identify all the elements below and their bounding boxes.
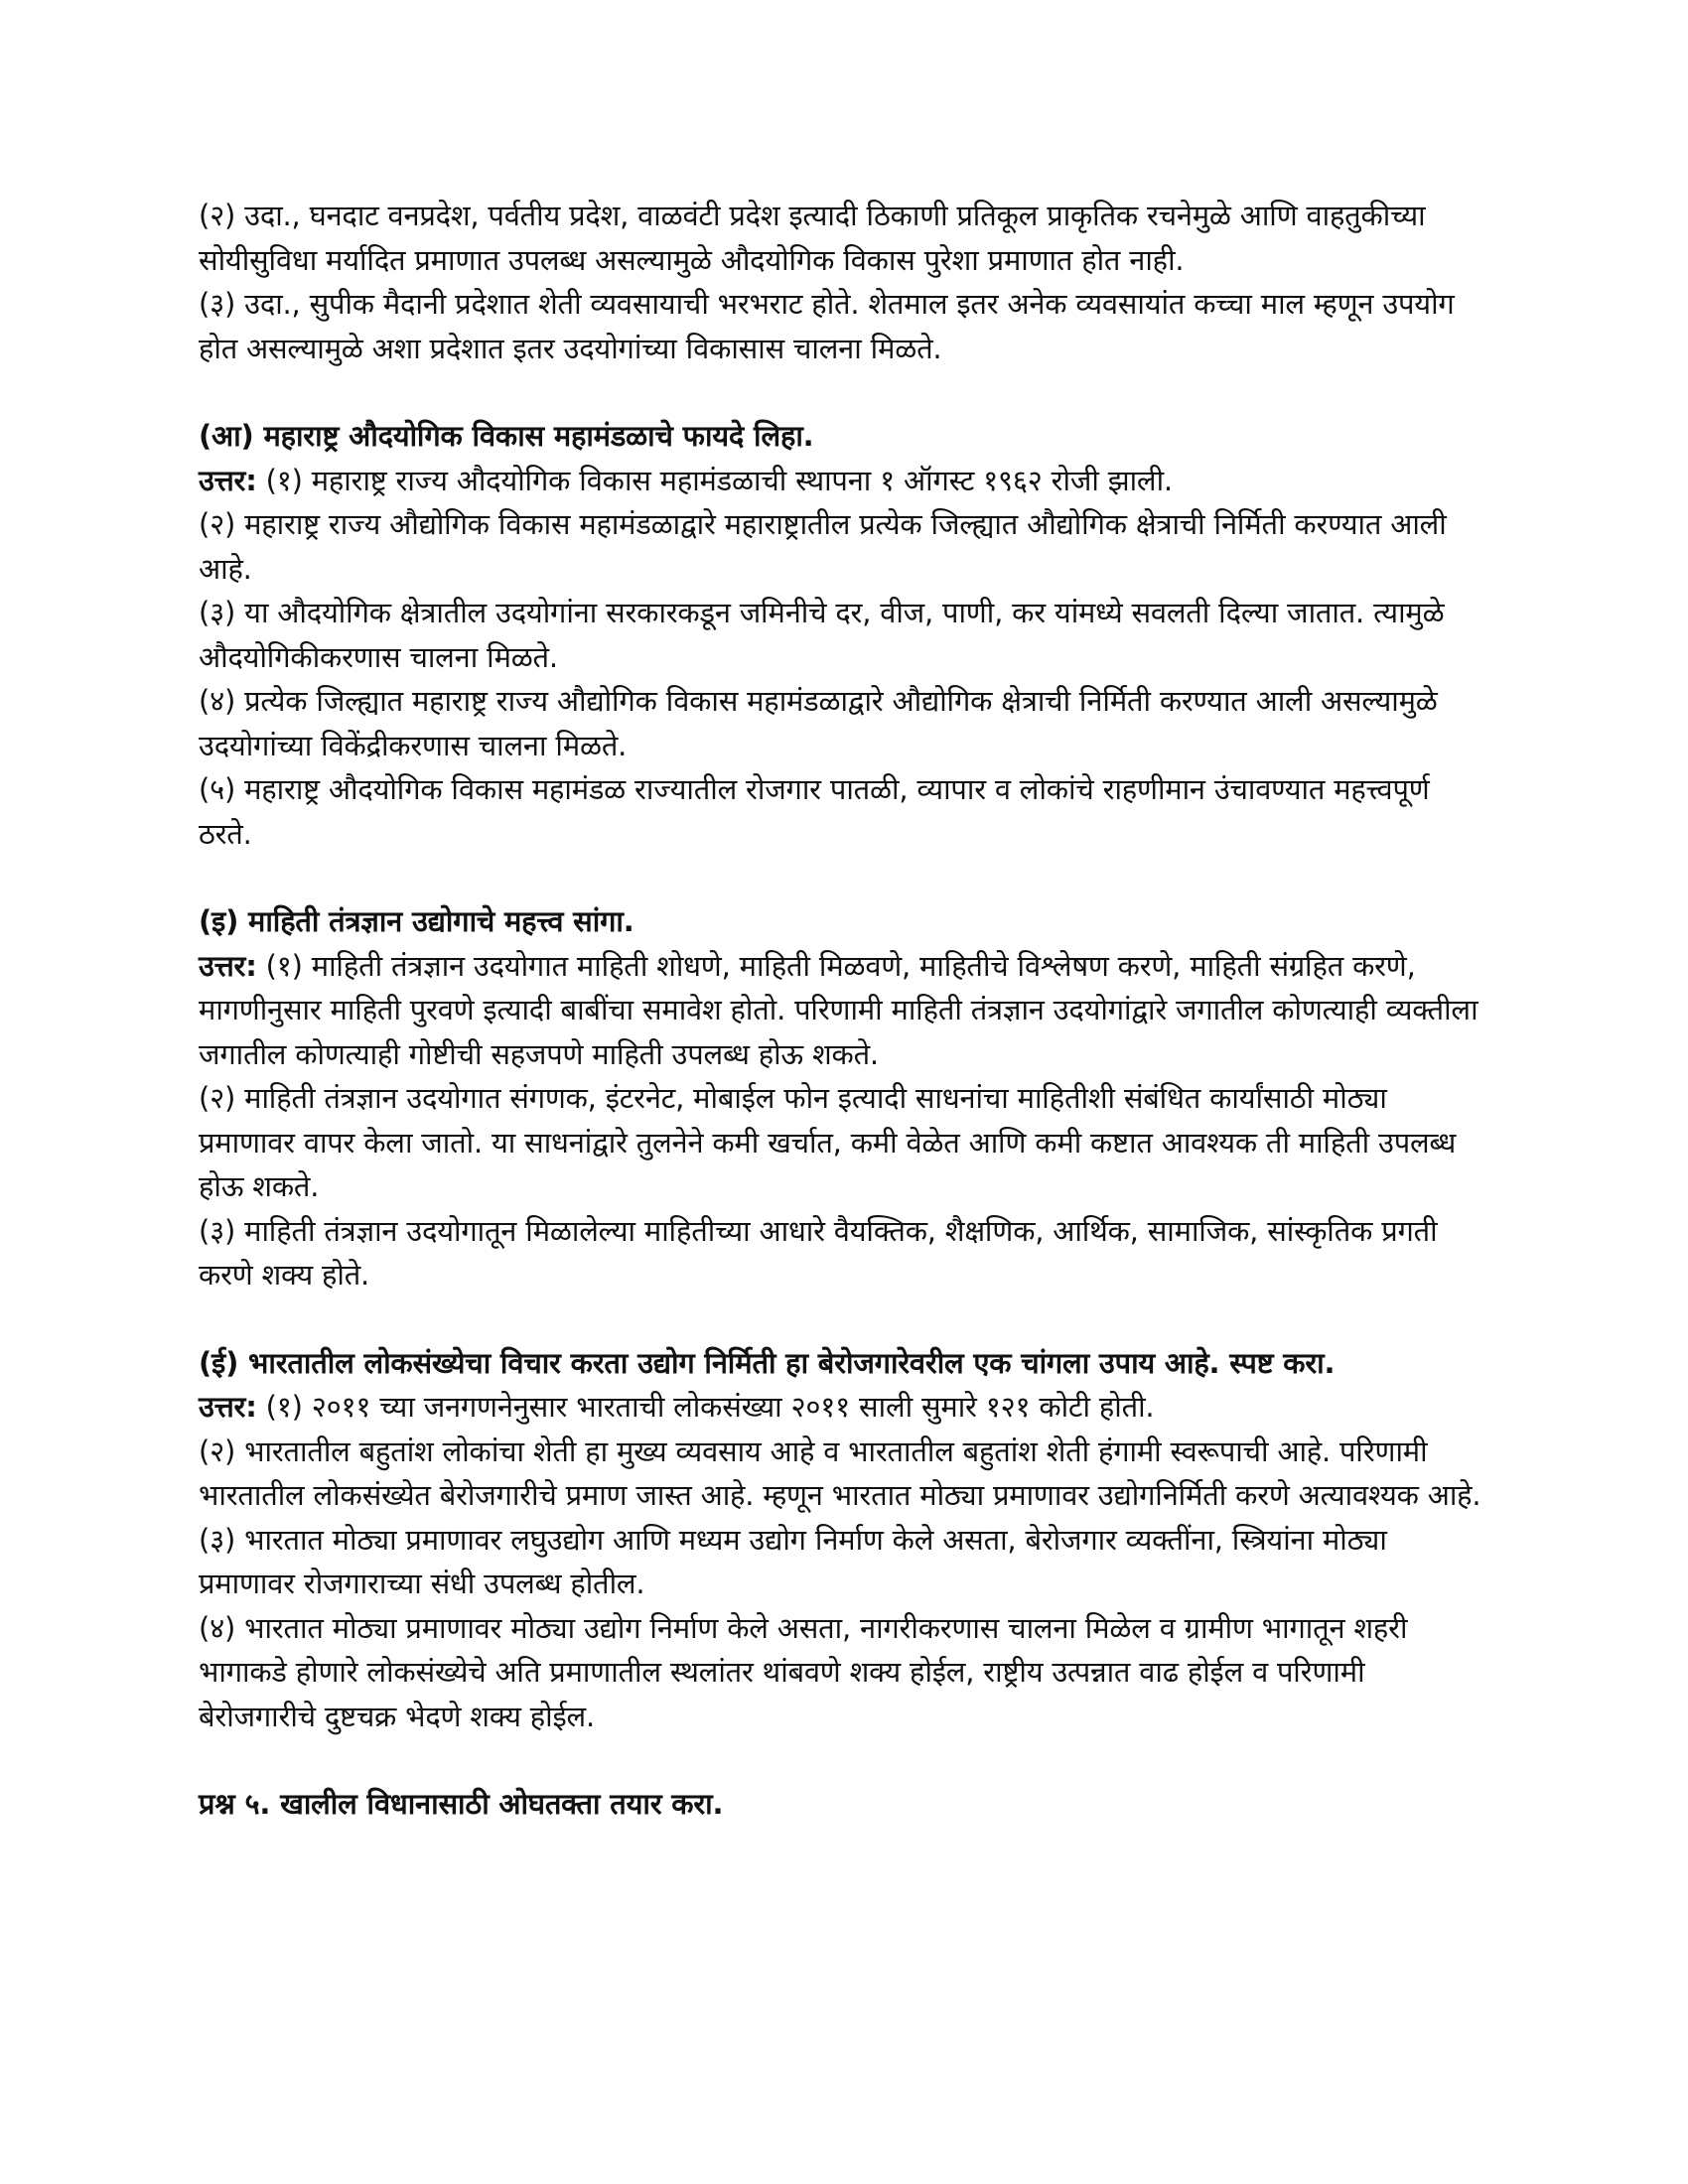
spacer xyxy=(199,1297,1489,1341)
answer-ii-point-1 xyxy=(199,1385,1489,1430)
answer-aa-point-3: (३) या औदयोगिक क्षेत्रातील उदयोगांना सरकारकडून जमिनीचे दर, वीज, पाणी, कर यांमध्ये सवलती दिल्या जातात. त्यामुळे औदयोगिकीकरणास चालना मिळते. xyxy=(199,596,1445,674)
answer-label: उत्तर: xyxy=(199,1390,257,1424)
spacer xyxy=(199,1738,1489,1782)
answer-aa-point-4: (४) प्रत्येक जिल्ह्यात महाराष्ट्र राज्य औद्योगिक विकास महामंडळाद्वारे औद्योगिक क्षेत्राची निर्मिती करण्यात आली असल्यामुळे उदयोगांच्या विकेंद्रीकरणास चालना मिळते. xyxy=(199,684,1438,762)
answer-ii-point-3: (३) भारतात मोठ्या प्रमाणावर लघुउद्योग आणि मध्यम उद्योग निर्माण केले असता, बेरोजगार व्यक्तींना, स्त्रियांना मोठ्या प्रमाणावर रोजगाराच्या संधी उपलब्ध होतील. xyxy=(199,1522,1387,1600)
page-content xyxy=(199,194,1489,1827)
answer-text: (१) महाराष्ट्र राज्य औदयोगिक विकास महामंडळाची स्थापना १ ऑगस्ट १९६२ रोजी झाली. xyxy=(256,463,1173,497)
answer-ii-point-2: (२) भारतातील बहुतांश लोकांचा शेती हा मुख्य व्यवसाय आहे व भारतातील बहुतांश शेती हंगामी स्वरूपाची आहे. परिणामी भारतातील लोकसंख्येत बेरोजगारीचे प्रमाण जास्त आहे. म्हणून भारतात मोठ्या प्रमाणावर उद्योगनिर्मिती करणे अत्यावश्यक आहे. xyxy=(199,1433,1481,1512)
answer-i-point-1 xyxy=(199,944,1489,1077)
intro-point-2: (२) उदा., घनदाट वनप्रदेश, पर्वतीय प्रदेश, वाळवंटी प्रदेश इत्यादी ठिकाणी प्रतिकूल प्राकृतिक रचनेमुळे आणि वाहतुकीच्या सोयीसुविधा मर्यादित प्रमाणात उपलब्ध असल्यामुळे औदयोगिक विकास पुरेशा प्रमाणात होत नाही. xyxy=(199,199,1426,277)
spacer xyxy=(199,856,1489,899)
question-ii: (ई) भारतातील लोकसंख्येचा विचार करता उद्योग निर्मिती हा बेरोजगारेवरील एक चांगला उपाय आहे. स्पष्ट करा. xyxy=(199,1345,1336,1380)
answer-text: (१) माहिती तंत्रज्ञान उदयोगात माहिती शोधणे, माहिती मिळवणे, माहितीचे विश्लेषण करणे, माहिती संग्रहित करणे, मागणीनुसार माहिती पुरवणे इत्यादी बाबींचा समावेश होतो. परिणामी माहिती तंत्रज्ञान उदयोगांद्वारे जगातील कोणत्याही व्यक्तीला जगातील कोणत्याही गोष्टीची सहजपणे माहिती उपलब्ध होऊ शकते. xyxy=(199,948,1478,1071)
answer-label: उत्तर: xyxy=(199,463,257,497)
spacer xyxy=(199,370,1489,414)
answer-i-point-2: (२) माहिती तंत्रज्ञान उदयोगात संगणक, इंटरनेट, मोबाईल फोन इत्यादी साधनांचा माहितीशी संबंधित कार्यांसाठी मोठ्या प्रमाणावर वापर केला जातो. या साधनांद्वारे तुलनेने कमी खर्चात, कमी वेळेत आणि कमी कष्टात आवश्यक ती माहिती उपलब्ध होऊ शकते. xyxy=(199,1081,1457,1203)
question-5-heading: प्रश्न ५. खालील विधानासाठी ओघतक्ता तयार करा. xyxy=(199,1787,724,1821)
answer-aa-point-1 xyxy=(199,459,1489,503)
answer-aa-point-5: (५) महाराष्ट्र औदयोगिक विकास महामंडळ राज्यातील रोजगार पातळी, व्यापार व लोकांचे राहणीमान उंचावण्यात महत्त्वपूर्ण ठरते. xyxy=(199,772,1430,851)
question-i: (इ) माहिती तंत्रज्ञान उद्योगाचे महत्त्व सांगा. xyxy=(199,904,634,938)
answer-i-point-3: (३) माहिती तंत्रज्ञान उदयोगातून मिळालेल्या माहितीच्या आधारे वैयक्तिक, शैक्षणिक, आर्थिक, सामाजिक, सांस्कृतिक प्रगती करणे शक्य होते. xyxy=(199,1213,1438,1292)
answer-label: उत्तर: xyxy=(199,948,257,983)
answer-aa-point-2: (२) महाराष्ट्र राज्य औद्योगिक विकास महामंडळाद्वारे महाराष्ट्रातील प्रत्येक जिल्ह्यात औद्योगिक क्षेत्राची निर्मिती करण्यात आली आहे. xyxy=(199,507,1447,586)
intro-point-3: (३) उदा., सुपीक मैदानी प्रदेशात शेती व्यवसायाची भरभराट होते. शेतमाल इतर अनेक व्यवसायांत कच्चा माल म्हणून उपयोग होत असल्यामुळे अशा प्रदेशात इतर उदयोगांच्या विकासास चालना मिळते. xyxy=(199,287,1455,365)
answer-text: (१) २०११ च्या जनगणनेनुसार भारताची लोकसंख्या २०११ साली सुमारे १२१ कोटी होती. xyxy=(256,1390,1155,1424)
answer-ii-point-4: (४) भारतात मोठ्या प्रमाणावर मोठ्या उद्योग निर्माण केले असता, नागरीकरणास चालना मिळेल व ग्रामीण भागातून शहरी भागाकडे होणारे लोकसंख्येचे अति प्रमाणातील स्थलांतर थांबवणे शक्य होईल, राष्ट्रीय उत्पन्नात वाढ होईल व परिणामी बेरोजगारीचे दुष्टचक्र भेदणे शक्य होईल. xyxy=(199,1610,1408,1733)
question-aa: (आ) महाराष्ट्र औदयोगिक विकास महामंडळाचे फायदे लिहा. xyxy=(199,419,814,453)
